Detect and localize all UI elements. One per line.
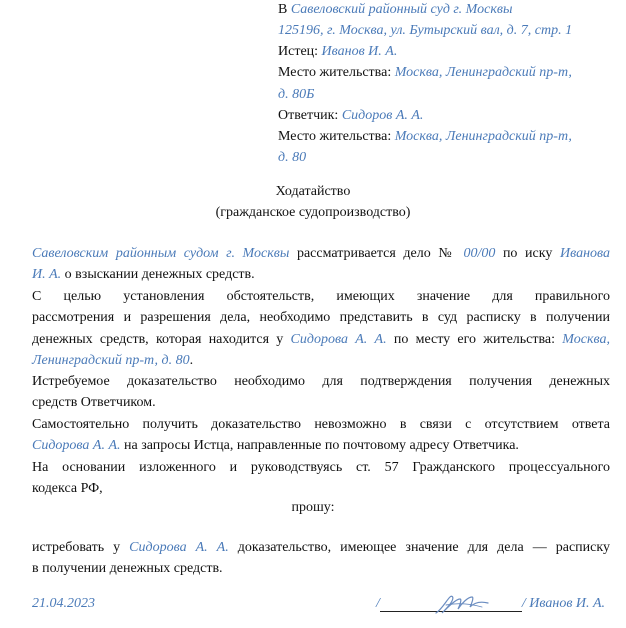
paragraph-impossibility-line-2 bbox=[32, 435, 610, 456]
court-name: Савеловский районный суд г. Москвы bbox=[290, 2, 513, 17]
place-ref-a: Москва, bbox=[562, 331, 610, 347]
paragraph-request-line-2: в получении денежных средств. bbox=[32, 561, 223, 577]
signature-slash-open: / bbox=[376, 596, 380, 611]
defendant-residence-label: Место жительства: bbox=[278, 128, 392, 144]
court-ref: Савеловским районным судом г. Москвы bbox=[32, 246, 290, 261]
paragraph-request-line-1 bbox=[32, 537, 610, 558]
paragraph-necessity-line-2: средств Ответчиком. bbox=[32, 395, 156, 411]
request-word: прошу: bbox=[291, 500, 335, 515]
plaintiff-label: Истец: bbox=[278, 44, 319, 60]
text-fragment: доказательство, имеющее значение для дела — расписку bbox=[228, 540, 610, 555]
plaintiff-residence-line bbox=[278, 63, 618, 84]
plaintiff-residence-line-2 bbox=[278, 85, 618, 106]
addressee-block bbox=[278, 0, 618, 169]
signature-underline bbox=[380, 597, 522, 612]
document-date: 21.04.2023 bbox=[32, 596, 95, 611]
plaintiff-line bbox=[278, 42, 618, 63]
paragraph-purpose-line-1: С целью установления обстоятельств, имеющих значение для правильного bbox=[32, 289, 610, 304]
signature-row bbox=[32, 592, 610, 618]
text-fragment: истребовать у bbox=[32, 540, 130, 555]
paragraph-purpose-line-3 bbox=[32, 329, 610, 350]
text-fragment: денежных средств, которая находится у bbox=[32, 331, 291, 347]
defendant-ref: Сидорова А. А. bbox=[32, 438, 121, 454]
plaintiff-residence-1: Москва, Ленинградский пр-т, bbox=[394, 65, 572, 81]
defendant-residence-line-2 bbox=[278, 148, 618, 169]
court-address: 125196, г. Москва, ул. Бутырский вал, д. 7, стр. 1 bbox=[278, 23, 573, 38]
paragraph-request bbox=[32, 537, 610, 580]
paragraph-case-line-2 bbox=[32, 264, 610, 285]
text-fragment: рассматривается дело № bbox=[289, 246, 464, 261]
paragraph-purpose bbox=[32, 286, 610, 372]
paragraph-impossibility bbox=[32, 414, 610, 457]
defendant-label: Ответчик: bbox=[278, 107, 339, 123]
plaintiff-ref-a: Иванова bbox=[559, 246, 611, 261]
document-subtitle: (гражданское судопроизводство) bbox=[215, 205, 411, 220]
paragraph-necessity-line-1: Истребуемое доказательство необходимо для подтверждения получения денежных bbox=[32, 374, 610, 389]
paragraph-case bbox=[32, 243, 610, 286]
plaintiff-residence-label: Место жительства: bbox=[278, 65, 392, 81]
defendant-name: Сидоров А. А. bbox=[341, 107, 424, 123]
court-line bbox=[278, 0, 618, 21]
paragraph-necessity bbox=[32, 371, 610, 414]
text-fragment: о взыскании денежных средств. bbox=[61, 267, 255, 283]
plaintiff-residence-2: д. 80Б bbox=[278, 86, 315, 102]
paragraph-basis-line-1: На основании изложенного и руководствуясь ст. 57 Гражданского процессуального bbox=[32, 460, 610, 475]
case-number: 00/00 bbox=[463, 246, 496, 261]
paragraph-case-line-1 bbox=[32, 243, 610, 264]
text-fragment: на запросы Истца, направленные по почтовому адресу Ответчика. bbox=[120, 438, 519, 454]
plaintiff-ref-b: И. А. bbox=[32, 267, 62, 283]
defendant-line bbox=[278, 106, 618, 127]
paragraph-impossibility-line-1: Самостоятельно получить доказательство невозможно в связи с отсутствием ответа bbox=[32, 417, 610, 432]
paragraph-purpose-line-2: рассмотрения и разрешения дела, необходимо представить в суд расписку в получении bbox=[32, 310, 610, 326]
defendant-residence-line bbox=[278, 127, 618, 148]
document-title: Ходатайство bbox=[275, 184, 351, 199]
text-fragment: по месту его жительства: bbox=[386, 331, 563, 347]
defendant-ref-2: Сидорова А. А. bbox=[129, 540, 229, 555]
defendant-residence-2: д. 80 bbox=[278, 150, 307, 166]
signer-name: Иванов И. А. bbox=[529, 596, 606, 611]
text-fragment: по иску bbox=[495, 246, 560, 261]
place-ref-b: Ленинградский пр-т, д. 80 bbox=[32, 353, 190, 369]
text-fragment: . bbox=[189, 353, 194, 369]
signature-slash-close: / bbox=[521, 596, 526, 611]
plaintiff-name: Иванов И. А. bbox=[321, 44, 398, 60]
signature-block bbox=[376, 596, 605, 612]
court-prefix: В bbox=[278, 2, 288, 17]
court-address-line bbox=[278, 21, 618, 42]
defendant-residence-1: Москва, Ленинградский пр-т, bbox=[394, 128, 572, 144]
holder-ref: Сидорова А. А. bbox=[290, 331, 387, 347]
paragraph-purpose-line-4 bbox=[32, 350, 610, 371]
paragraph-basis bbox=[32, 457, 610, 500]
handwritten-signature-icon bbox=[432, 591, 492, 617]
paragraph-basis-line-2: кодекса РФ, bbox=[32, 481, 103, 497]
